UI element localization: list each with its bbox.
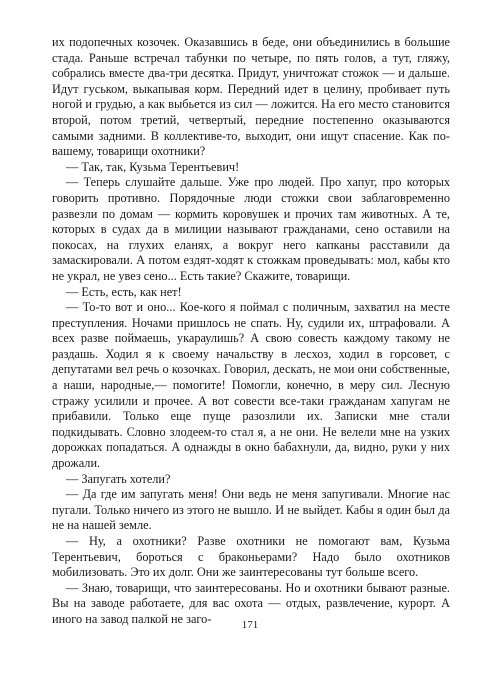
paragraph: — Теперь слушайте дальше. Уже про людей. Про хапуг, про которых говорить противно. Порядочные люди стожки свои заблаговременно развезли по домам — кормить коровушек и прочих там животных. А те, которых в судах да в милиции называют гражданами, сено оставили на покосах, на глухих еланях, а вокруг него капканы расставили да замаскировали. А потом ездят-ходят к стожкам проведывать: мол, кабы кто не украл, не увез сено... Есть такие? Скажите, товарищи. — [52, 175, 450, 283]
paragraph: — То-то вот и оно... Кое-кого я поймал с поличным, захватил на месте преступления. Ночами пришлось не спать. Ну, судили их, штрафовали. А всех разве поймаешь, укараулишь? А свою совесть каждому такому не раздашь. Ходил я к своему начальству в лесхоз, ходил в горсовет, с депутатами вел речь о козочках. Говорил, дескать, не мои они собственные, а наши, народные,— помогите! Помогли, конечно, в меру сил. Лесную стражу усилили и прочее. А вот совести все-таки гражданам хапугам не прибавили. Только еще пуще разозлили их. Записки мне стали подкидывать. Словно злодеем-то стал я, а не они. Не велели мне на узких дорожках попадаться. А однажды в окно бабахнули, да, видно, руки у них дрожали. — [52, 300, 450, 471]
paragraph: — Знаю, товарищи, что заинтересованы. Но и охотники бывают разные. Вы на заводе работаете, для вас охота — отдых, развлечение, курорт. А иного на завод палкой не заго- — [52, 580, 450, 626]
body-text — [52, 35, 450, 628]
paragraph: их подопечных козочек. Оказавшись в беде, они объединились в большие стада. Раньше встречал табунки по четыре, по пять голов, а тут, гляжу, собрались вместе два-три десятка. Придут, уничтожат стожок — и дальше. Идут гуськом, выкапывая корм. Передний идет в целину, пробивает путь ногой и грудью, а как выбьется из сил — ложится. На его место становится второй, потом третий, четвертый, передние постепенно оказываются самыми задними. В коллективе-то, выходит, они ищут спасение. Как по-вашему, товарищи охотники? — [52, 35, 450, 159]
paragraph: — Есть, есть, как нет! — [66, 284, 182, 299]
paragraph: — Ну, а охотники? Разве охотники не помогают вам, Кузьма Терентьевич, бороться с браконьерами? Надо было охотников мобилизовать. Это их долг. Они же заинтересованы тут больше всего. — [52, 534, 450, 580]
paragraph: — Запугать хотели? — [66, 471, 171, 486]
paragraph: — Да где им запугать меня! Они ведь не меня запугивали. Многие нас пугали. Только ничего из этого не вышло. И не выйдет. Кабы я один был да не на нашей земле. — [52, 487, 450, 533]
paragraph: — Так, так, Кузьма Терентьевич! — [66, 159, 240, 174]
page-number: 171 — [241, 619, 259, 631]
